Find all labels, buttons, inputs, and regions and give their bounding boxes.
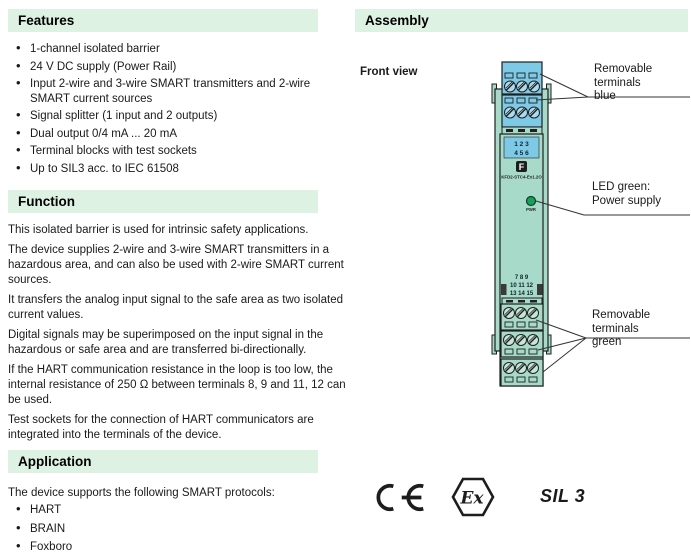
application-heading xyxy=(8,450,318,473)
features-list xyxy=(8,42,348,176)
green-terminal-block-2 xyxy=(501,331,543,357)
feature-text: Input 2-wire and 3-wire SMART transmitters and 2-wire SMART current sources xyxy=(30,78,311,105)
feature-text: Terminal blocks with test sockets xyxy=(30,145,197,157)
function-heading xyxy=(8,190,318,213)
list-item xyxy=(8,144,348,159)
side-clip xyxy=(501,284,507,295)
terminal-numbers-row: 4 5 6 xyxy=(514,150,529,157)
paragraph: Test sockets for the connection of HART communicators are integrated into the terminals of the device. xyxy=(8,414,314,441)
list-item xyxy=(8,162,348,177)
assembly-heading xyxy=(355,9,688,32)
callout-text: LED green: xyxy=(592,181,651,193)
assembly-title: Assembly xyxy=(365,13,429,28)
device-model-text: KFD2-STC4-Ex1.2O xyxy=(501,174,542,180)
features-heading xyxy=(8,9,318,32)
green-terminal-block-1 xyxy=(501,304,543,330)
protocol-text: BRAIN xyxy=(30,522,66,535)
list-item xyxy=(8,522,348,537)
application-title: Application xyxy=(18,454,92,469)
paragraph: The device supplies 2-wire and 3-wire SMART transmitters in a hazardous area, and can also be used with 2-wire SMART current sources. xyxy=(8,244,344,286)
power-led xyxy=(526,197,536,213)
callout-removable-terminals-green xyxy=(592,309,691,350)
function-title: Function xyxy=(18,194,75,209)
callout-text: blue xyxy=(594,90,616,102)
paragraph: This isolated barrier is used for intrinsic safety applications. xyxy=(8,224,309,236)
callout-text: Removable terminals xyxy=(594,63,653,89)
feature-text: 24 V DC supply (Power Rail) xyxy=(30,60,177,73)
feature-text: Signal splitter (1 input and 2 outputs) xyxy=(30,110,218,122)
callout-text: Removable terminals xyxy=(592,309,651,335)
application-intro: The device supports the following SMART protocols: xyxy=(8,487,275,499)
paragraph: Digital signals may be superimposed on the input signal in the hazardous or safe area and are transferred bi-directionally. xyxy=(8,329,324,356)
blue-terminal-block-top xyxy=(502,62,542,94)
paragraph: It transfers the analog input signal to the safe area as two isolated current values. xyxy=(8,294,343,321)
left-column xyxy=(8,9,348,552)
green-terminal-block-3 xyxy=(501,359,543,386)
ce-mark-icon xyxy=(369,483,427,512)
paragraph: If the HART communication resistance in the loop is too low, the internal resistance of 250 Ω between terminals 8, 9 and 11, 12 can be used. xyxy=(8,364,346,406)
terminal-numbers-row: 7 8 9 xyxy=(514,275,529,281)
list-item xyxy=(8,77,348,106)
terminal-divider-top xyxy=(502,127,542,134)
pf-logo xyxy=(516,161,527,172)
protocol-text: HART xyxy=(30,504,62,516)
list-item xyxy=(8,540,348,552)
terminal-numbers-row: 13 14 15 xyxy=(509,291,534,297)
terminal-divider-bottom xyxy=(502,298,542,304)
callout-removable-terminals-blue xyxy=(594,63,691,104)
application-list xyxy=(8,503,348,552)
list-item xyxy=(8,127,348,142)
callout-text: green xyxy=(592,336,622,348)
feature-text: 1-channel isolated barrier xyxy=(30,43,160,55)
protocol-text: Foxboro xyxy=(30,541,73,552)
features-title: Features xyxy=(18,13,75,28)
side-clip xyxy=(537,284,543,295)
list-item xyxy=(8,60,348,75)
front-view-label: Front view xyxy=(360,66,418,78)
sil3-label: SIL 3 xyxy=(540,486,586,506)
list-item xyxy=(8,109,348,124)
terminal-numbers-row: 1 2 3 xyxy=(514,141,529,148)
feature-text: Up to SIL3 acc. to IEC 61508 xyxy=(30,162,179,175)
pf-logo-letter: F xyxy=(518,162,525,172)
feature-text: Dual output 0/4 mA ... 20 mA xyxy=(30,127,178,140)
led-caption: PWR xyxy=(526,207,536,212)
callout-text: Power supply xyxy=(592,194,662,207)
list-item xyxy=(8,503,348,518)
callout-led-green xyxy=(592,181,661,208)
list-item xyxy=(8,42,348,57)
function-paragraphs xyxy=(8,223,348,443)
ex-hexagon-icon xyxy=(451,476,495,518)
terminal-number-label-top xyxy=(504,137,539,158)
terminal-numbers-row: 10 11 12 xyxy=(509,283,534,289)
ex-label: Ex xyxy=(460,488,484,509)
